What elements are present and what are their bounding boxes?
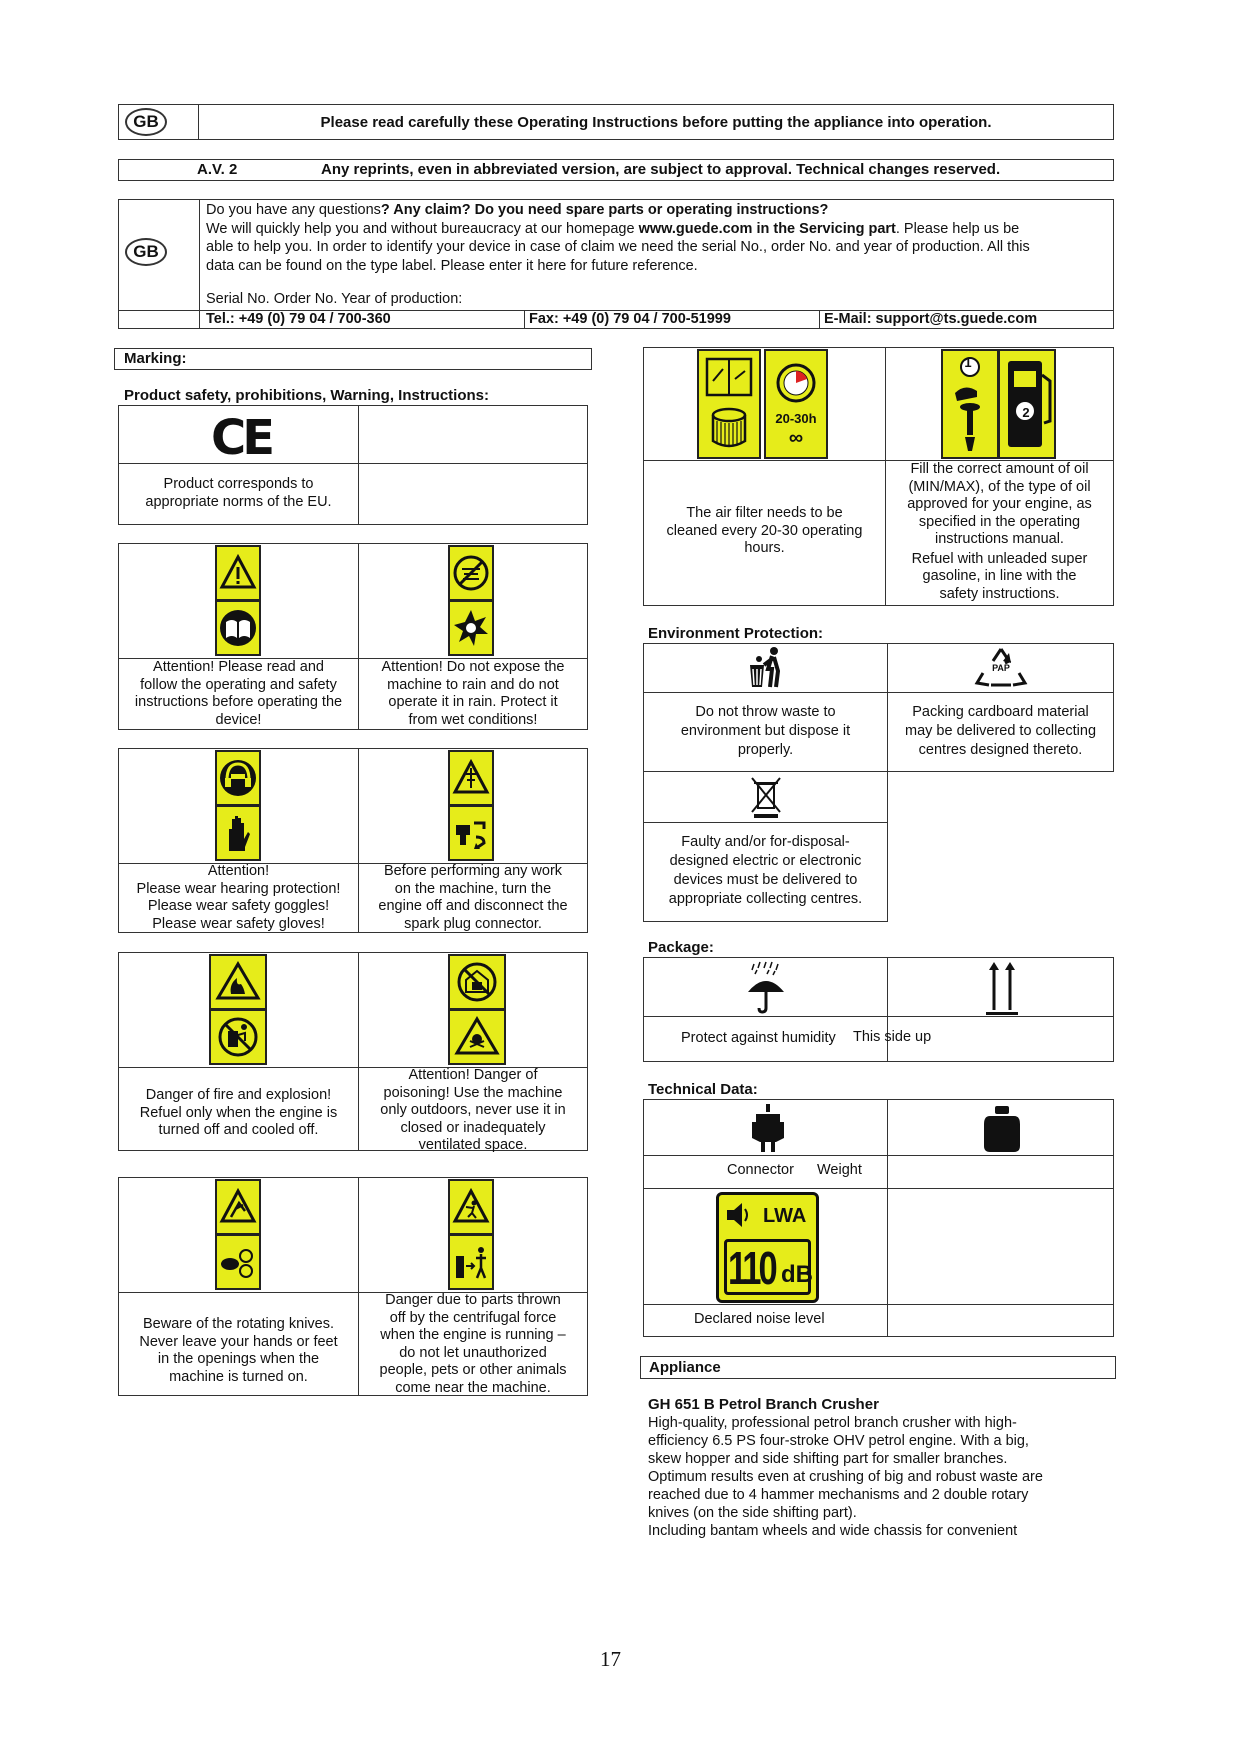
weight-icon <box>982 1102 1022 1154</box>
marking-title-box <box>114 348 592 370</box>
text-cell-knives: Beware of the rotating knives. Never leave your hands or feet in the openings when the machine is turned on. <box>118 1292 359 1396</box>
connector-text: Connector <box>727 1162 794 1178</box>
serial-line: Serial No. Order No. Year of production: <box>206 291 463 307</box>
question-plain: Do you have any questions <box>206 202 381 218</box>
plug-icon <box>750 1102 786 1154</box>
homepage-link[interactable]: www.guede.com in the Servicing part <box>638 220 896 237</box>
noise-label-icon <box>716 1192 819 1303</box>
waste-text-cell: Do not throw waste to environment but dispose it properly. <box>643 692 888 772</box>
noise-text-cell <box>643 1304 888 1337</box>
ce-mark-icon: CE <box>211 410 272 466</box>
air-filter-manual-icon <box>697 349 761 459</box>
electric-warning-icon <box>448 750 494 806</box>
noise-unit: dB <box>781 1261 813 1288</box>
infinity-icon: ∞ <box>788 427 804 449</box>
spark-plug-icon <box>448 805 494 861</box>
sign-cell-read-manual <box>118 543 359 659</box>
email-text[interactable]: E-Mail: support@ts.guede.com <box>824 311 1038 327</box>
reprints-box <box>118 159 1114 181</box>
sign-cell-rain <box>358 543 588 659</box>
keep-distance-icon <box>448 1234 494 1290</box>
humidity-text: Protect against humidity <box>681 1030 836 1046</box>
text-cell-protection: Attention! Please wear hearing protection! Please wear safety goggles! Please wear safety gloves! <box>118 863 359 933</box>
appliance-name: GH 651 B Petrol Branch Crusher <box>648 1396 879 1413</box>
rotating-knives-icon <box>215 1179 261 1235</box>
contact-line-3: able to help you. In order to identify your device in case of claim we need the serial No., order No. and year of production. All this <box>206 239 1030 255</box>
humidity-icon-cell <box>643 957 888 1017</box>
reprints-text: Any reprints, even in abbreviated version, are subject to approval. Technical changes reserved. <box>321 161 1001 178</box>
umbrella-icon <box>744 960 788 1016</box>
manual-book-icon <box>215 600 261 656</box>
notice-text: Please read carefully these Operating Instructions before putting the appliance into operation. <box>320 113 992 131</box>
text-cell-thrown-parts: Danger due to parts thrown off by the centrifugal force when the engine is running – do not let unauthorized people, pets or other animals come near the machine. <box>358 1292 588 1396</box>
sign-cell-knives <box>118 1177 359 1293</box>
interval-icon <box>764 349 828 459</box>
package-title: Package: <box>648 939 714 956</box>
air-filter-text-cell: The air filter needs to be cleaned every 20-30 operating hours. <box>643 460 886 606</box>
contact-text <box>206 201 1111 275</box>
no-rain-icon <box>448 545 494 601</box>
sign-cell-poison <box>358 952 588 1068</box>
marking-subtitle: Product safety, prohibitions, Warning, Instructions: <box>124 387 490 404</box>
no-indoor-icon <box>448 954 506 1010</box>
gloves-icon <box>215 805 261 861</box>
environment-title: Environment Protection: <box>648 625 824 642</box>
weight-text: Weight <box>817 1162 862 1178</box>
hand-rotor-icon <box>215 1234 261 1290</box>
pap-label: PAP <box>992 663 1010 673</box>
contact-line-4: data can be found on the type label. Please enter it here for future reference. <box>206 257 698 274</box>
waste-icon-cell <box>643 643 888 693</box>
technical-title: Technical Data: <box>648 1081 758 1098</box>
weight-text-cell <box>817 1155 1114 1189</box>
burst-icon <box>448 600 494 656</box>
crossed-bin-icon <box>748 774 784 820</box>
gb-badge-contact: GB <box>125 238 167 266</box>
oil-step-2: 2 <box>1022 405 1030 420</box>
this-side-up-icon <box>982 960 1022 1016</box>
weee-text-cell: Faulty and/or for-disposal- designed electric or electronic devices must be delivered to appropriate collecting centres. <box>643 822 888 922</box>
av-label: A.V. 2 <box>197 161 238 178</box>
warning-triangle-icon <box>215 545 261 601</box>
thrown-objects-icon <box>448 1179 494 1235</box>
no-refuel-icon <box>209 1009 267 1065</box>
noise-icon-cell <box>643 1188 888 1305</box>
tel-text: Tel.: +49 (0) 79 04 / 700-360 <box>206 311 391 327</box>
homepage-plain: We will quickly help you and without bureaucracy at our homepage <box>206 220 639 237</box>
weee-icon-cell <box>643 771 888 823</box>
no-littering-icon <box>746 645 786 691</box>
humidity-text-cell <box>643 1016 888 1062</box>
oil-text-cell: Fill the correct amount of oil (MIN/MAX), of the type of oil approved for your engine, as specified in the operating instructions manual. Refuel with unleaded super gasoline, in line with the safety instructions. <box>885 460 1114 606</box>
marking-title: Marking: <box>124 350 187 367</box>
appliance-title-box <box>640 1356 1116 1379</box>
toxic-warning-icon <box>448 1009 506 1065</box>
sign-cell-protection <box>118 748 359 864</box>
notice-box <box>118 104 1114 140</box>
page-number: 17 <box>600 1647 621 1671</box>
appliance-title: Appliance <box>649 1359 721 1376</box>
pap-icon-cell <box>887 643 1114 693</box>
interval-label: 20-30h <box>775 411 817 426</box>
air-filter-icon-cell <box>643 347 886 461</box>
appliance-description: High-quality, professional petrol branch crusher with high- efficiency 6.5 PS four-stroke OHV petrol engine. With a big, skew hopper and side shifting part for smaller branches. Optimum results even at crushing of big and robust waste are reached due to 4 hammer mechanisms and 2 double rotary knives (on the side shifting part). Including bantam wheels and wide chassis for convenient <box>648 1415 1043 1539</box>
text-cell-read-manual: Attention! Please read and follow the operating and safety instructions before operating the device! <box>118 658 359 730</box>
sign-cell-spark-plug <box>358 748 588 864</box>
this-side-up-icon-cell <box>887 957 1114 1017</box>
text-cell-poison: Attention! Danger of poisoning! Use the machine only outdoors, never use it in closed or inadequately ventilated space. <box>358 1067 588 1151</box>
packing-text-cell: Packing cardboard material may be delivered to collecting centres designed thereto. <box>887 692 1114 772</box>
text-cell-rain: Attention! Do not expose the machine to rain and do not operate it in rain. Protect it from wet conditions! <box>358 658 588 730</box>
homepage-rest: . Please help us be <box>895 220 1020 237</box>
fire-warning-icon <box>209 954 267 1010</box>
gb-badge: GB <box>125 108 167 136</box>
text-cell-spark-plug: Before performing any work on the machine, turn the engine off and disconnect the spark plug connector. <box>358 863 588 933</box>
question-bold: ? Any claim? Do you need spare parts or operating instructions? <box>380 202 829 218</box>
weight-icon-cell <box>887 1099 1114 1156</box>
fuel-pump-icon <box>998 349 1056 459</box>
noise-text: Declared noise level <box>694 1311 825 1327</box>
ce-icon-cell <box>118 405 359 464</box>
ce-text-cell: Product corresponds to appropriate norms of the EU. <box>118 463 359 525</box>
speaker-icon <box>724 1200 754 1230</box>
oil-icon-cell <box>885 347 1114 461</box>
text-cell-fire: Danger of fire and explosion! Refuel only when the engine is turned off and cooled off. <box>118 1067 359 1151</box>
contact-box <box>118 199 1114 329</box>
sign-cell-thrown-parts <box>358 1177 588 1293</box>
this-side-up-text: This side up <box>853 1029 932 1045</box>
connector-icon-cell <box>643 1099 888 1156</box>
ear-goggles-protection-icon <box>215 750 261 806</box>
lwa-label: LWA <box>763 1205 807 1227</box>
noise-value: 110 <box>728 1242 775 1294</box>
oil-step-1: 1 <box>964 355 972 370</box>
sign-cell-fire <box>118 952 359 1068</box>
fax-text: Fax: +49 (0) 79 04 / 700-51999 <box>529 311 731 327</box>
